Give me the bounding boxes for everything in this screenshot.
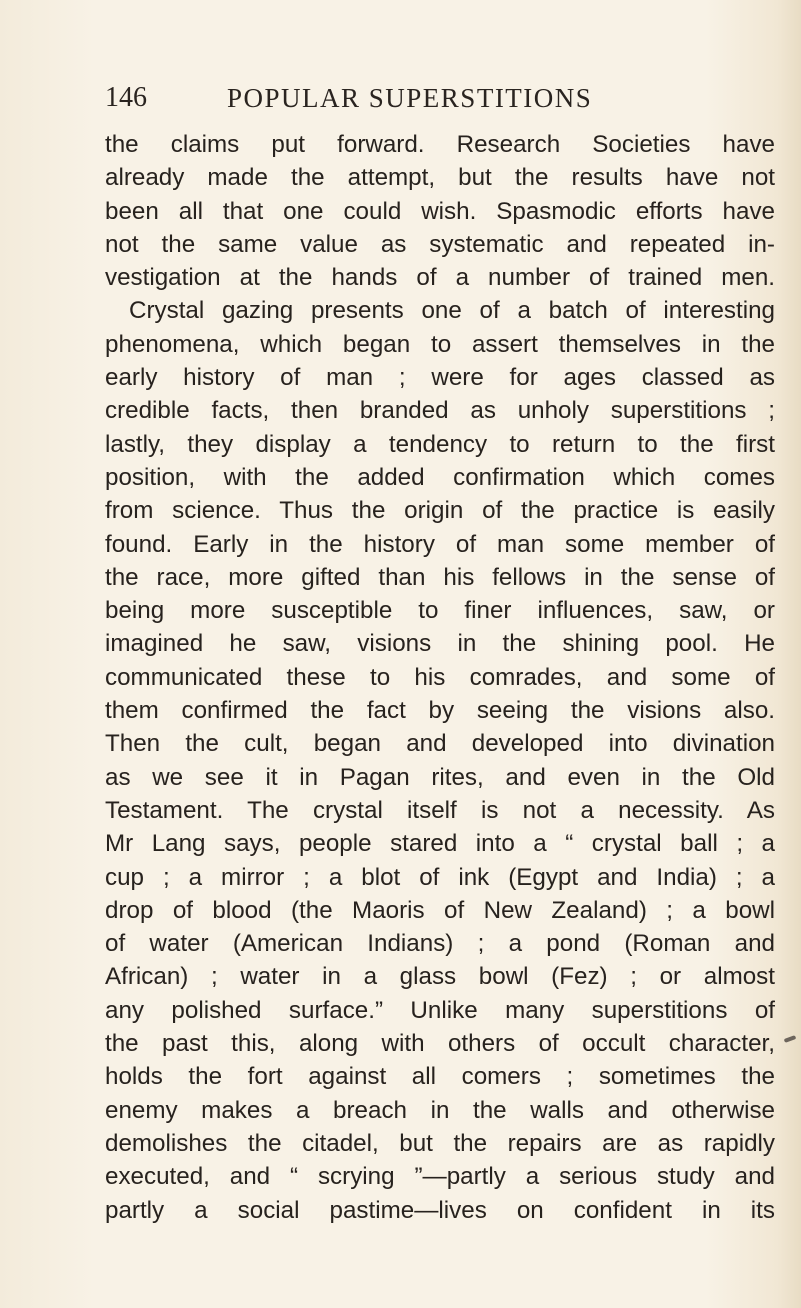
text-line: African) ; water in a glass bowl (Fez) ; or almost (105, 963, 775, 991)
text-line: Mr Lang says, people stared into a “ crystal ball ; a (105, 830, 775, 858)
text-line: imagined he saw, visions in the shining pool. He (105, 630, 775, 658)
text-line: found. Early in the history of man some member of (105, 530, 775, 558)
text-line: Crystal gazing presents one of a batch of interesting (129, 297, 775, 325)
text-line: as we see it in Pagan rites, and even in the Old (105, 763, 775, 791)
text-line: the past this, along with others of occult character, (105, 1030, 775, 1058)
text-line: vestigation at the hands of a number of trained men. (105, 264, 775, 292)
running-head (105, 78, 705, 118)
text-line: from science. Thus the origin of the practice is easily (105, 497, 775, 525)
text-line: being more susceptible to finer influences, saw, or (105, 597, 775, 625)
text-line: communicated these to his comrades, and some of (105, 663, 775, 691)
page-number: 146 (105, 82, 147, 113)
margin-ink-mark (784, 1035, 797, 1043)
text-line: partly a social pastime—lives on confident in its (105, 1196, 775, 1224)
text-line: demolishes the citadel, but the repairs are as rapidly (105, 1129, 775, 1157)
text-line: been all that one could wish. Spasmodic efforts have (105, 197, 775, 225)
text-line: credible facts, then branded as unholy superstitions ; (105, 397, 775, 425)
text-line: position, with the added confirmation which comes (105, 463, 775, 491)
text-line: lastly, they display a tendency to return to the first (105, 430, 775, 458)
text-line: cup ; a mirror ; a blot of ink (Egypt and India) ; a (105, 863, 775, 891)
text-line: them confirmed the fact by seeing the visions also. (105, 697, 775, 725)
text-line: Then the cult, began and developed into divination (105, 730, 775, 758)
text-line: the race, more gifted than his fellows in the sense of (105, 563, 775, 591)
text-line: any polished surface.” Unlike many superstitions of (105, 996, 775, 1024)
text-line: the claims put forward. Research Societies have (105, 131, 775, 158)
text-line: holds the fort against all comers ; sometimes the (105, 1063, 775, 1091)
text-line: enemy makes a breach in the walls and otherwise (105, 1096, 775, 1124)
text-line: executed, and “ scrying ”—partly a serious study and (105, 1163, 775, 1191)
text-line: early history of man ; were for ages classed as (105, 364, 775, 392)
running-title: POPULAR SUPERSTITIONS (227, 83, 593, 113)
text-line: drop of blood (the Maoris of New Zealand) ; a bowl (105, 896, 775, 924)
text-line: phenomena, which began to assert themselves in the (105, 330, 775, 358)
text-line: of water (American Indians) ; a pond (Roman and (105, 930, 775, 958)
body-text (105, 128, 775, 1227)
text-line: not the same value as systematic and repeated in- (105, 230, 775, 258)
text-line: Testament. The crystal itself is not a necessity. As (105, 796, 775, 824)
text-line: already made the attempt, but the results have not (105, 164, 775, 192)
